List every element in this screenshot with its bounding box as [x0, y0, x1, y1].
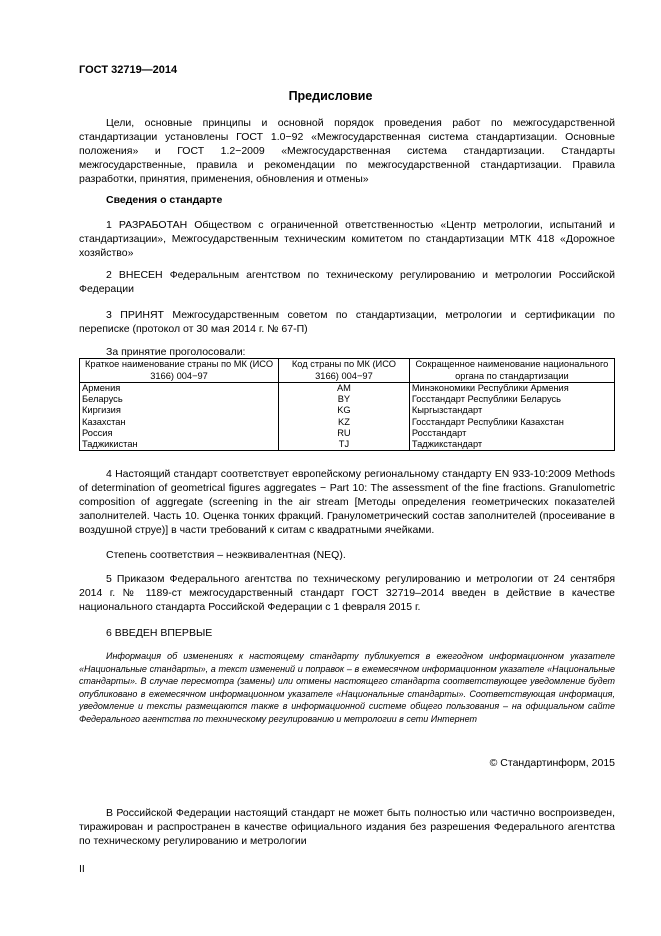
info-note-text: Информация об изменениях к настоящему стандарту публикуется в ежегодном информационном указателе «Национальные стандарты», а текст изменений и поправок – в ежемесячном информационном указателе «Национальные стандарты». В случае пересмотра (замены) или отмены настоящего стандарта соответствующее уведомление будет опубликовано в ежемесячном информационном указателе «Национальные стандарты». Соответствующая информация, уведомление и тексты размещаются также в информационной системе общего пользования – на официальном сайте Федерального агентства по техническому регулированию и метрологии в сети Интернет — [79, 651, 615, 724]
code-cell: TJ — [279, 439, 410, 451]
item-4-text: 4 Настоящий стандарт соответствует европейскому региональному стандарту EN 933-10:2009 Methods of determination of geometrical figures aggregates − Part 10: The assessment of the fine fractions. Granulometric composition of aggregate (screening in the air stream [Методы определения геометрических показателей заполнителей. Часть 10. Оценка тонких фракций. Гранулометрический состав заполнителей (просеивание в воздушной струе)] в части требований к ситам с квадратными ячейками. — [79, 468, 615, 536]
intro-text: Цели, основные принципы и основной порядок проведения работ по межгосударственной стандартизации установлены ГОСТ 1.0−92 «Межгосударственная система стандартизации. Основные положения» и ГОСТ 1.2−2009 «Межгосударственная система стандартизации. Стандарты межгосударственные, правила и рекомендации по межгосударственной стандартизации. Правила разработки, принятия, применения, обновления и отмены» — [79, 117, 615, 185]
body-cell: Минэкономики Республики Армения — [409, 383, 614, 395]
code-cell: RU — [279, 428, 410, 439]
item-4-degree — [79, 548, 615, 562]
section-subtitle: Сведения о стандарте — [106, 194, 223, 206]
body-cell: Росстандарт — [409, 428, 614, 439]
country-cell: Армения — [80, 383, 279, 395]
table-row — [80, 394, 615, 405]
table-row — [80, 405, 615, 416]
table-row — [80, 428, 615, 439]
document-header-id: ГОСТ 32719—2014 — [79, 64, 178, 76]
code-cell: KZ — [279, 417, 410, 428]
code-cell: KG — [279, 405, 410, 416]
country-cell: Казахстан — [80, 417, 279, 428]
vote-table-header-row — [80, 359, 615, 383]
info-note — [79, 650, 615, 726]
vote-caption — [79, 345, 615, 359]
country-cell: Таджикистан — [80, 439, 279, 451]
rights-text: В Российской Федерации настоящий стандарт не может быть полностью или частично воспроизведен, тиражирован и распространен в качестве официального издания без разрешения Федерального агентства по техническому регулированию и метрологии — [79, 807, 615, 847]
item-3-paragraph — [79, 308, 615, 336]
item-5-paragraph — [79, 572, 615, 614]
body-cell: Госстандарт Республики Казахстан — [409, 417, 614, 428]
rights-paragraph — [79, 806, 615, 848]
item-1-paragraph — [79, 218, 615, 260]
item-1-text: 1 РАЗРАБОТАН Обществом с ограниченной ответственностью «Центр метрологии, испытаний и стандартизации», Межгосударственным техническим комитетом по стандартизации МТК 418 «Дорожное хозяйство» — [79, 219, 615, 259]
body-cell: Госстандарт Республики Беларусь — [409, 394, 614, 405]
copyright: © Стандартинформ, 2015 — [489, 757, 615, 769]
item-4-degree-text: Степень соответствия – неэквивалентная (NEQ). — [106, 549, 346, 561]
vote-caption-text: За принятие проголосовали: — [106, 346, 246, 358]
item-2-text: 2 ВНЕСЕН Федеральным агентством по техническому регулированию и метрологии Российской Федерации — [79, 269, 615, 295]
item-6-paragraph — [79, 626, 615, 640]
item-3-text: 3 ПРИНЯТ Межгосударственным советом по стандартизации, метрологии и сертификации по переписке (протокол от 30 мая 2014 г. № 67-П) — [79, 309, 615, 335]
intro-paragraph — [79, 116, 615, 186]
table-row — [80, 439, 615, 451]
code-cell: BY — [279, 394, 410, 405]
table-row — [80, 417, 615, 428]
item-4-paragraph — [79, 467, 615, 537]
country-cell: Россия — [80, 428, 279, 439]
vote-table — [79, 358, 615, 451]
item-6-text: 6 ВВЕДЕН ВПЕРВЫЕ — [106, 627, 213, 639]
vote-table-header-code: Код страны по МК (ИСО 3166) 004−97 — [279, 359, 410, 383]
page-number: II — [79, 863, 85, 875]
item-2-paragraph — [79, 268, 615, 296]
body-cell: Таджикстандарт — [409, 439, 614, 451]
vote-table-header-country: Краткое наименование страны по МК (ИСО 3166) 004−97 — [80, 359, 279, 383]
body-cell: Кыргызстандарт — [409, 405, 614, 416]
country-cell: Киргизия — [80, 405, 279, 416]
item-5-text: 5 Приказом Федерального агентства по техническому регулированию и метрологии от 24 сентября 2014 г. № 1189-ст межгосударственный стандарт ГОСТ 32719–2014 введен в действие в качестве национального стандарта Российской Федерации с 1 февраля 2015 г. — [79, 573, 615, 613]
page-title: Предисловие — [288, 89, 373, 103]
country-cell: Беларусь — [80, 394, 279, 405]
vote-table-header-body: Сокращенное наименование национального органа по стандартизации — [409, 359, 614, 383]
code-cell: AM — [279, 383, 410, 395]
table-row — [80, 383, 615, 395]
